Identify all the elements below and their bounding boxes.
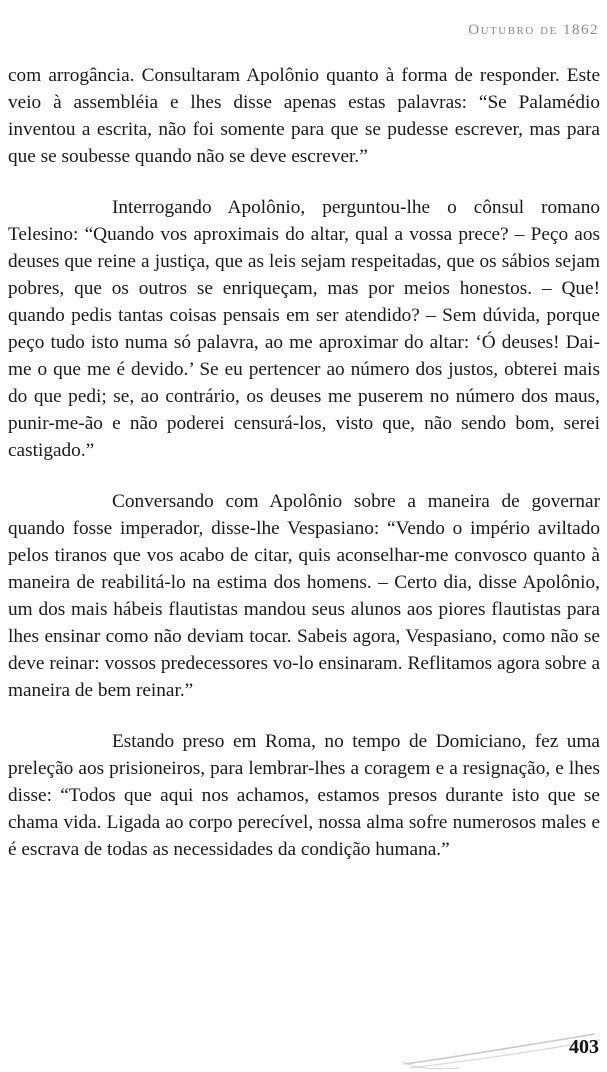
paragraph-4: Estando preso em Roma, no tempo de Domiciano, fez uma preleção aos prisioneiros, para lembrar-lhes a coragem e a resignação, e lhes disse: “Todos que aqui nos achamos, estamos presos durante isto que se chama vida. Ligada ao corpo perecível, nossa alma sofre numerosos males e é escrava de todas as necessidades da condição humana.” xyxy=(8,731,600,860)
page-footer xyxy=(0,1028,607,1072)
paragraph-2: Interrogando Apolônio, perguntou-lhe o cônsul romano Telesino: “Quando vos aproximais do altar, qual a vossa prece? – Peço aos deuses que reine a justiça, que as leis sejam respeitadas, que os sábios sejam pobres, que os outros se enriqueçam, mas por meios honestos. – Que! quando pedis tantas coisas pensais em ser atendido? – Sem dúvida, porque peço tudo isto numa só palavra, ao me aproximar do altar: ‘Ó deuses! Dai-me o que me é devido.’ Se eu pertencer ao número dos justos, obterei mais do que pedi; se, ao contrário, os deuses me puserem no número dos maus, punir-me-ão e não poderei censurá-los, visto que, não sendo bom, serei castigado.” xyxy=(8,197,600,461)
running-header: Outubro de 1862 xyxy=(468,22,599,38)
paragraph-1: com arrogância. Consultaram Apolônio quanto à forma de responder. Este veio à assembléia e lhes disse apenas estas palavras: “Se Palamédio inventou a escrita, não foi somente para que se pudesse escrever, mas para que se soubesse quando não se deve escrever.” xyxy=(8,65,600,167)
page-number: 403 xyxy=(569,1036,599,1058)
paragraph-3: Conversando com Apolônio sobre a maneira de governar quando fosse imperador, disse-lhe Vespasiano: “Vendo o império aviltado pelos tiranos que vos acabo de citar, quis aconselhar-me convosco quanto à maneira de reabilitá-lo na estima dos homens. – Certo dia, disse Apolônio, um dos mais hábeis flautistas mandou seus alunos aos piores flautistas para lhes ensinar como não deviam tocar. Sabeis agora, Vespasiano, como não se deve reinar: vossos predecessores vo-lo ensinaram. Reflitamos agora sobre a maneira de bem reinar.” xyxy=(8,491,600,701)
text-body xyxy=(8,62,600,863)
